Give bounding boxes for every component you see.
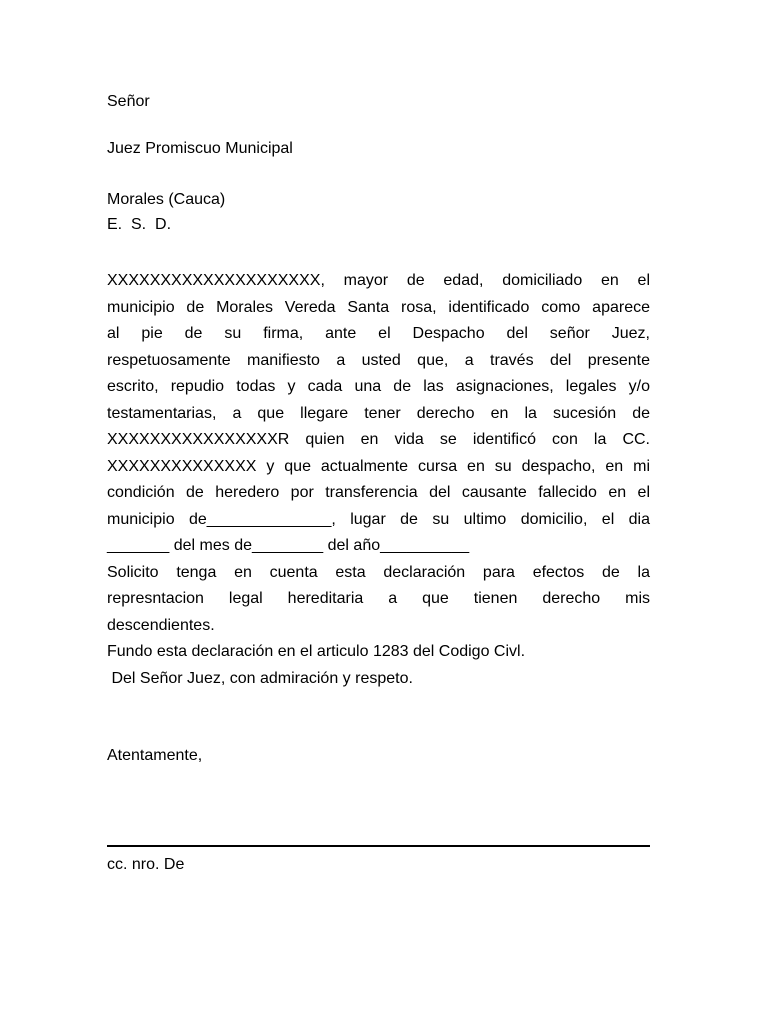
body-line: Fundo esta declaración en el articulo 1283 del Codigo Civl. <box>107 643 526 660</box>
body-line: descendientes. <box>107 616 215 634</box>
letter-body <box>107 268 650 692</box>
body-line: XXXXXXXXXXXXXXXXR quien en vida se identificó con la CC. <box>107 431 650 448</box>
body-line: XXXXXXXXXXXXXXXXXXXX, mayor de edad, domiciliado en el <box>107 272 650 289</box>
body-line: _______ del mes de________ del año__________ <box>107 537 470 554</box>
signature-line <box>107 845 650 847</box>
body-line: condición de heredero por transferencia del causante fallecido en el <box>107 484 650 501</box>
body-line: represntacion legal hereditaria a que tienen derecho mis <box>107 590 650 607</box>
body-line: respetuosamente manifiesto a usted que, a través del presente <box>107 351 650 369</box>
recipient-title: Juez Promiscuo Municipal <box>107 140 293 157</box>
body-line: municipio de______________, lugar de su ultimo domicilio, el dia <box>107 510 650 528</box>
body-line: al pie de su firma, ante el Despacho del señor Juez, <box>107 325 650 342</box>
body-line: escrito, repudio todas y cada una de las asignaciones, legales y/o <box>107 378 650 395</box>
closing: Atentamente, <box>107 747 203 764</box>
recipient-location: Morales (Cauca) <box>107 191 226 208</box>
body-line: Solicito tenga en cuenta esta declaración para efectos de la <box>107 563 650 581</box>
body-line: municipio de Morales Vereda Santa rosa, identificado como aparece <box>107 298 650 316</box>
body-line: Del Señor Juez, con admiración y respeto. <box>107 669 413 687</box>
body-line: XXXXXXXXXXXXXX y que actualmente cursa en su despacho, en mi <box>107 457 650 475</box>
body-line: testamentarias, a que llegare tener derecho en la sucesión de <box>107 404 650 422</box>
salutation: Señor <box>107 93 150 110</box>
esd-line: E. S. D. <box>107 216 172 233</box>
signature-caption: cc. nro. De <box>107 856 185 873</box>
